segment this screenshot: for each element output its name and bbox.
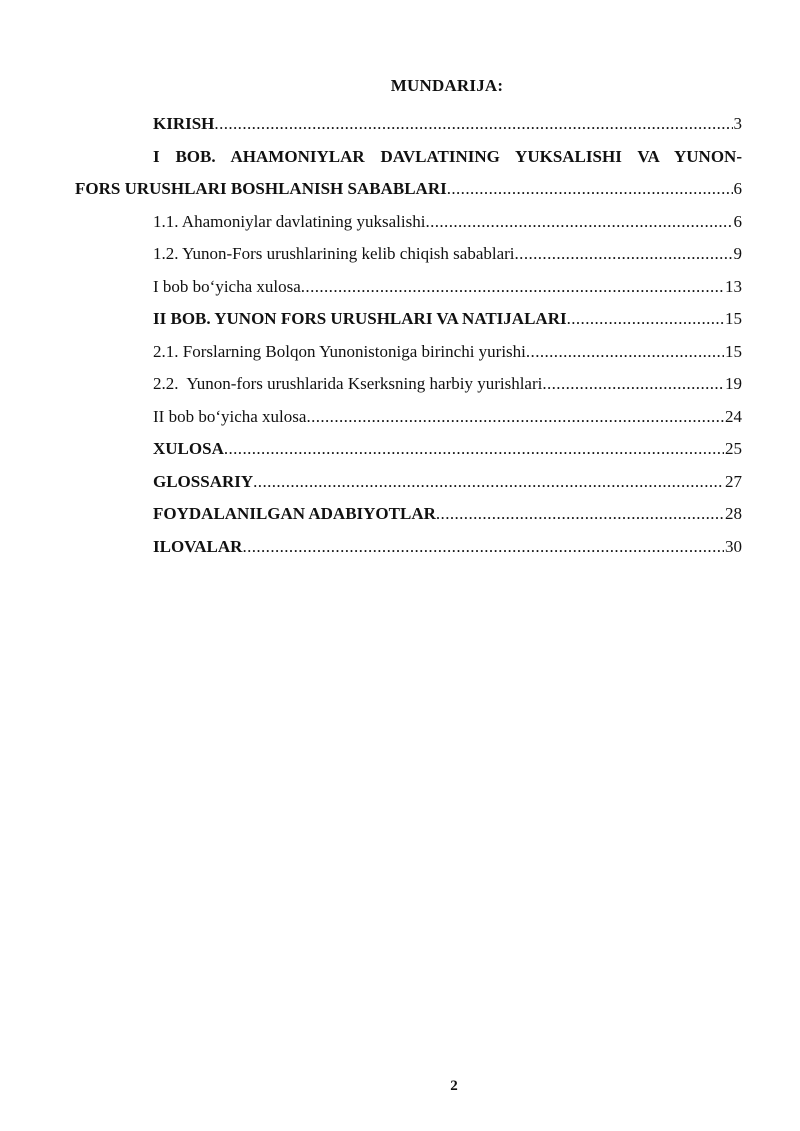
toc-entry-label: 2.2. Yunon-fors urushlarida Kserksning harbiy yurishlari xyxy=(153,374,543,393)
toc-entry-kirish[interactable] xyxy=(114,108,742,141)
toc-entry-chapter-2[interactable] xyxy=(114,303,742,336)
dot-leader xyxy=(425,206,732,239)
toc-entry-section-2-1[interactable] xyxy=(114,336,742,369)
toc-entry-page: 27 xyxy=(725,471,742,491)
toc-title: MUNDARIJA: xyxy=(390,76,504,95)
toc-entry-page: 15 xyxy=(725,309,742,328)
dot-leader xyxy=(526,336,724,369)
toc-entry-label: FOYDALANILGAN ADABIYOTLAR xyxy=(153,504,436,523)
toc-entry-page: 6 xyxy=(733,211,742,231)
toc-entry-page: 3 xyxy=(733,114,742,133)
toc-entry-references[interactable] xyxy=(114,498,742,531)
toc-entry-label: XULOSA xyxy=(153,439,224,458)
dot-leader xyxy=(306,401,724,434)
dot-leader xyxy=(224,433,724,466)
toc-entry-page: 30 xyxy=(725,536,742,556)
toc-entry-page: 19 xyxy=(725,374,742,393)
dot-leader xyxy=(567,303,724,336)
toc-entry-label: ILOVALAR xyxy=(153,536,243,556)
toc-entry-page: 9 xyxy=(733,244,742,263)
toc-entry-glossariy[interactable] xyxy=(114,466,742,499)
toc-entry-label-line1: I BOB. AHAMONIYLAR DAVLATINING YUKSALISHI VA YUNON- xyxy=(153,146,742,166)
toc-entry-section-2-2[interactable] xyxy=(114,368,742,401)
dot-leader xyxy=(515,238,733,271)
toc-entry-label: 1.1. Ahamoniylar davlatining yuksalishi xyxy=(153,211,426,231)
dot-leader xyxy=(436,498,724,531)
toc-entry-xulosa[interactable] xyxy=(114,433,742,466)
toc-entry-section-1-2[interactable] xyxy=(114,238,742,271)
toc-entry-label: KIRISH xyxy=(153,114,215,133)
toc-entry-chapter-2-conclusion[interactable] xyxy=(114,401,742,434)
dot-leader xyxy=(253,466,724,499)
dot-leader xyxy=(542,368,724,401)
dot-leader xyxy=(301,271,724,304)
toc-entry-page: 24 xyxy=(725,406,742,426)
dot-leader xyxy=(242,531,724,564)
toc-entry-chapter-1[interactable] xyxy=(75,141,742,206)
page-number: 2 xyxy=(450,1078,458,1094)
toc-entry-page: 15 xyxy=(725,341,742,361)
toc-entry-label: 2.1. Forslarning Bolqon Yunonistoniga birinchi yurishi xyxy=(153,341,526,361)
toc-entry-label: 1.2. Yunon-Fors urushlarining kelib chiqish sabablari xyxy=(153,244,515,263)
toc-entry-page: 28 xyxy=(725,504,742,523)
toc-entry-page: 25 xyxy=(725,439,742,458)
toc-entry-chapter-1-conclusion[interactable] xyxy=(114,271,742,304)
toc-entry-page: 6 xyxy=(733,179,742,198)
toc-entry-label: I bob bo‘yicha xulosa xyxy=(153,276,301,296)
toc-entry-ilovalar[interactable] xyxy=(114,531,742,564)
toc-entry-label: FORS URUSHLARI BOSHLANISH SABABLARI xyxy=(75,179,447,198)
dot-leader xyxy=(214,108,732,141)
toc-entry-section-1-1[interactable] xyxy=(114,206,742,239)
toc-entry-label: II bob bo‘yicha xulosa xyxy=(153,406,307,426)
toc-entry-label: II BOB. YUNON FORS URUSHLARI VA NATIJALARI xyxy=(153,309,567,328)
toc-entry-label: GLOSSARIY xyxy=(153,471,254,491)
table-of-contents xyxy=(75,108,742,563)
dot-leader xyxy=(447,173,733,206)
toc-entry-page: 13 xyxy=(725,276,742,296)
